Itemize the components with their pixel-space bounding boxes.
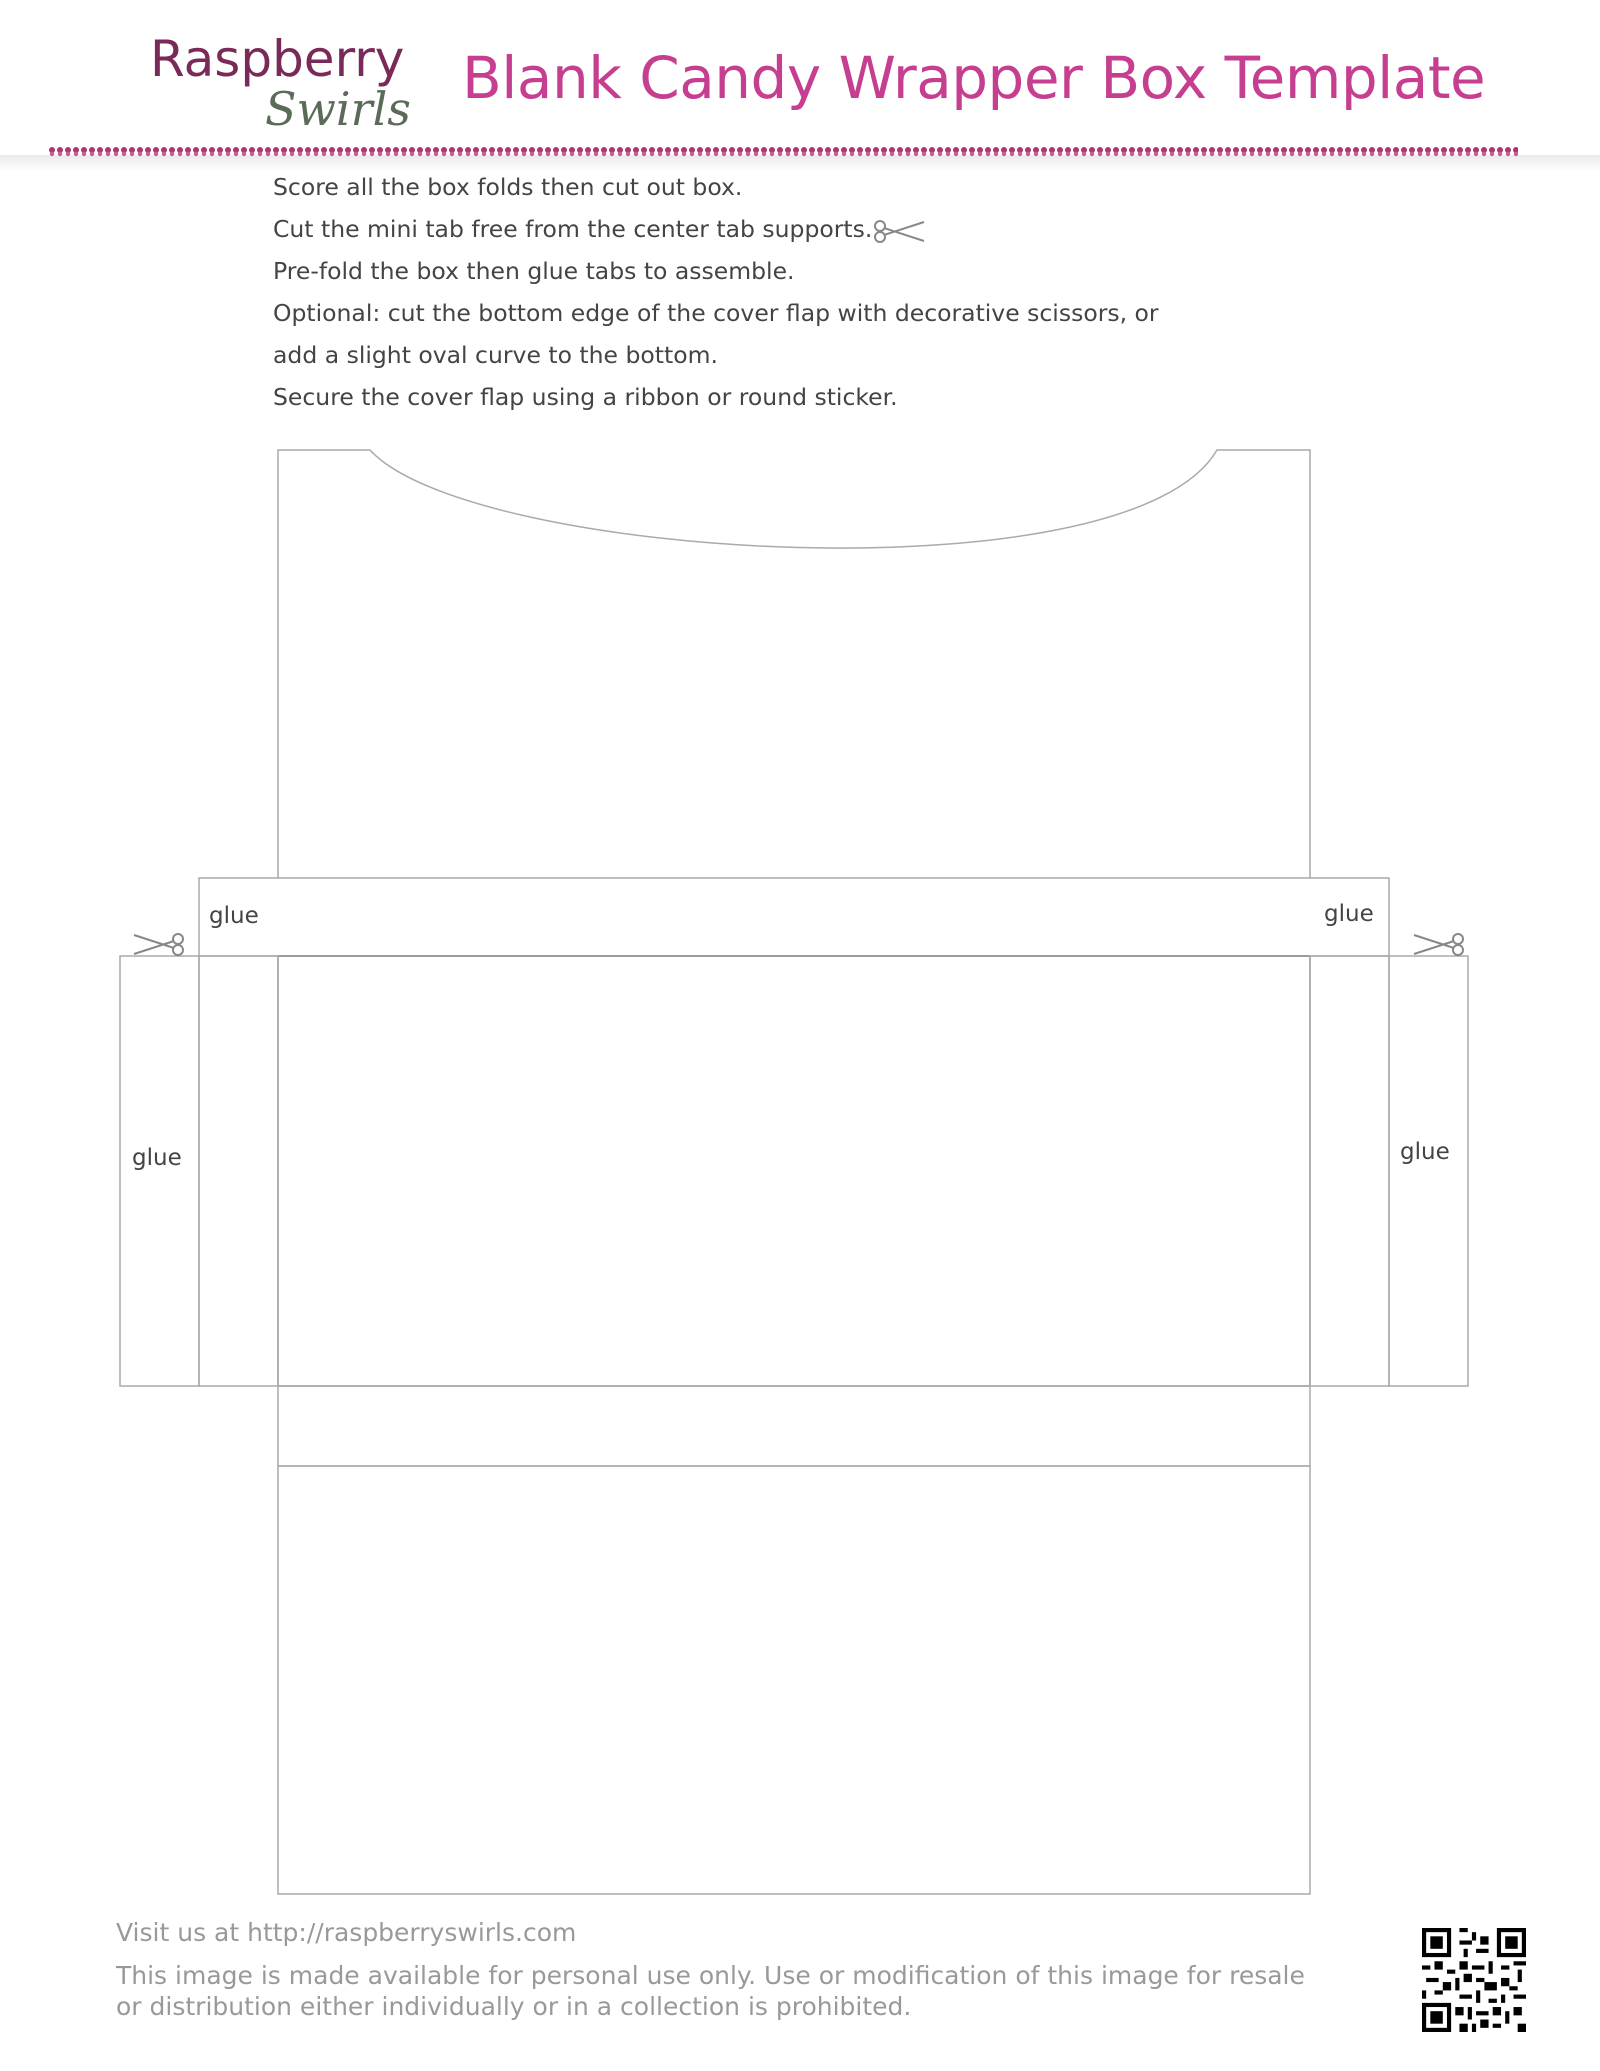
instruction-line: add a slight oval curve to the bottom. (273, 341, 718, 369)
glue-label-top-left: glue (209, 903, 259, 929)
footer-visit-link[interactable]: Visit us at http://raspberryswirls.com (116, 1918, 577, 1947)
logo-raspberry: Raspberry (150, 30, 405, 88)
qr-code-icon (1422, 1928, 1526, 2032)
bottom-strip (278, 1386, 1310, 1466)
notice-line: This image is made available for personal use only. Use or modification of this image for resale (116, 1961, 1305, 1990)
scissors-icon (1414, 934, 1463, 955)
glue-label-right: glue (1400, 1139, 1450, 1165)
instruction-line: Optional: cut the bottom edge of the cover flap with decorative scissors, or (273, 299, 1159, 327)
scissors-icon (134, 934, 183, 955)
top-tab (199, 878, 1389, 956)
back-panel (278, 1466, 1310, 1894)
right-side-strip (1310, 956, 1389, 1386)
cover-flap (278, 450, 1310, 878)
page-title: Blank Candy Wrapper Box Template (462, 44, 1486, 112)
glue-label-left: glue (132, 1145, 182, 1171)
notice-line: or distribution either individually or in a collection is prohibited. (116, 1992, 912, 2021)
right-glue-tab (1389, 956, 1468, 1386)
footer-notice (116, 1960, 1436, 2022)
left-glue-tab (120, 956, 199, 1386)
instruction-line: Score all the box folds then cut out box. (273, 173, 743, 201)
left-side-strip (199, 956, 278, 1386)
instruction-line: Secure the cover flap using a ribbon or round sticker. (273, 383, 898, 411)
glue-label-top-right: glue (1324, 901, 1374, 927)
instruction-line: Pre-fold the box then glue tabs to assemble. (273, 257, 795, 285)
front-panel (278, 956, 1310, 1386)
logo-swirls: Swirls (265, 82, 411, 136)
instruction-text: Cut the mini tab free from the center tab supports. (273, 215, 873, 243)
